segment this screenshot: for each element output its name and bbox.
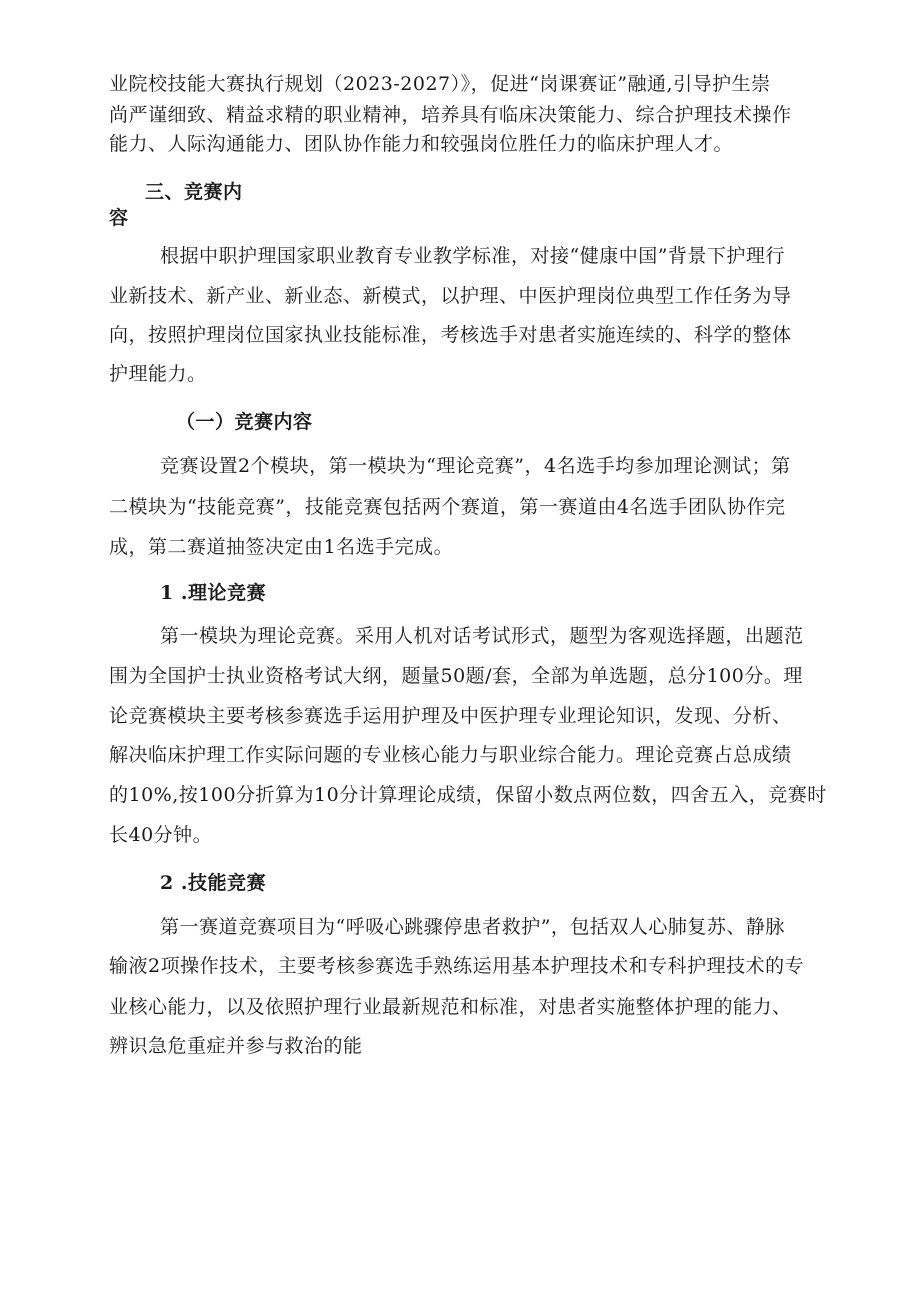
- item-1-paragraph-line-3: 论竞赛模块主要考核参赛选手运用护理及中医护理专业理论知识，发现、分析、: [109, 705, 792, 727]
- section-3-paragraph-line-1: 根据中职护理国家职业教育专业教学标准，对接“健康中国”背景下护理行: [160, 245, 785, 267]
- intro-line-2: 尚严谨细致、精益求精的职业精神，培养具有临床决策能力、综合护理技术操作: [109, 104, 792, 126]
- item-2-paragraph-line-3: 业核心能力，以及依照护理行业最新规范和标准，对患者实施整体护理的能力、: [109, 996, 792, 1018]
- intro-line-3: 能力、人际沟通能力、团队协作能力和较强岗位胜任力的临床护理人才。: [109, 133, 734, 155]
- item-2-paragraph-line-1: 第一赛道竞赛项目为“呼吸心跳骤停患者救护”，包括双人心肺复苏、静脉: [160, 916, 785, 938]
- section-3-paragraph-line-3: 向，按照护理岗位国家执业技能标准，考核选手对患者实施连续的、科学的整体: [109, 324, 792, 346]
- section-3-heading: 三、竞赛内: [145, 181, 243, 203]
- item-1-paragraph-line-6: 长40分钟。: [109, 824, 213, 846]
- item-2-paragraph-line-2: 输液2项操作技术，主要考核参赛选手熟练运用基本护理技术和专科护理技术的专: [109, 955, 805, 977]
- subsection-1-paragraph-line-1: 竞赛设置2个模块，第一模块为“理论竞赛”，4名选手均参加理论测试；第: [160, 455, 791, 477]
- intro-line-1: 业院校技能大赛执行规划（2023-2027）》，促进“岗课赛证”融通,引导护生崇: [109, 73, 771, 95]
- subsection-1-paragraph-line-3: 成，第二赛道抽签决定由1名选手完成。: [109, 536, 454, 558]
- subsection-1-paragraph-line-2: 二模块为“技能竞赛”，技能竞赛包括两个赛道，第一赛道由4名选手团队协作完: [109, 496, 786, 518]
- section-3-heading-wrap: 容: [109, 207, 129, 229]
- item-1-paragraph-line-5: 的10%,按100分折算为10分计算理论成绩，保留小数点两位数，四舍五入，竞赛时: [109, 784, 827, 806]
- item-1-paragraph-line-1: 第一模块为理论竞赛。采用人机对话考试形式，题型为客观选择题，出题范: [160, 625, 804, 647]
- item-1-heading: 1 .理论竞赛: [160, 582, 266, 604]
- section-3-paragraph-line-2: 业新技术、新产业、新业态、新模式，以护理、中医护理岗位典型工作任务为导: [109, 285, 792, 307]
- item-2-heading: 2 .技能竞赛: [160, 872, 266, 894]
- item-1-paragraph-line-4: 解决临床护理工作实际问题的专业核心能力与职业综合能力。理论竞赛占总成绩: [109, 744, 792, 766]
- item-1-paragraph-line-2: 围为全国护士执业资格考试大纲，题量50题/套，全部为单选题，总分100分。理: [109, 665, 803, 687]
- item-2-paragraph-line-4: 辨识急危重症并参与救治的能: [109, 1035, 363, 1057]
- section-3-paragraph-line-4: 护理能力。: [109, 363, 207, 385]
- subsection-1-heading: （一）竞赛内容: [176, 411, 313, 433]
